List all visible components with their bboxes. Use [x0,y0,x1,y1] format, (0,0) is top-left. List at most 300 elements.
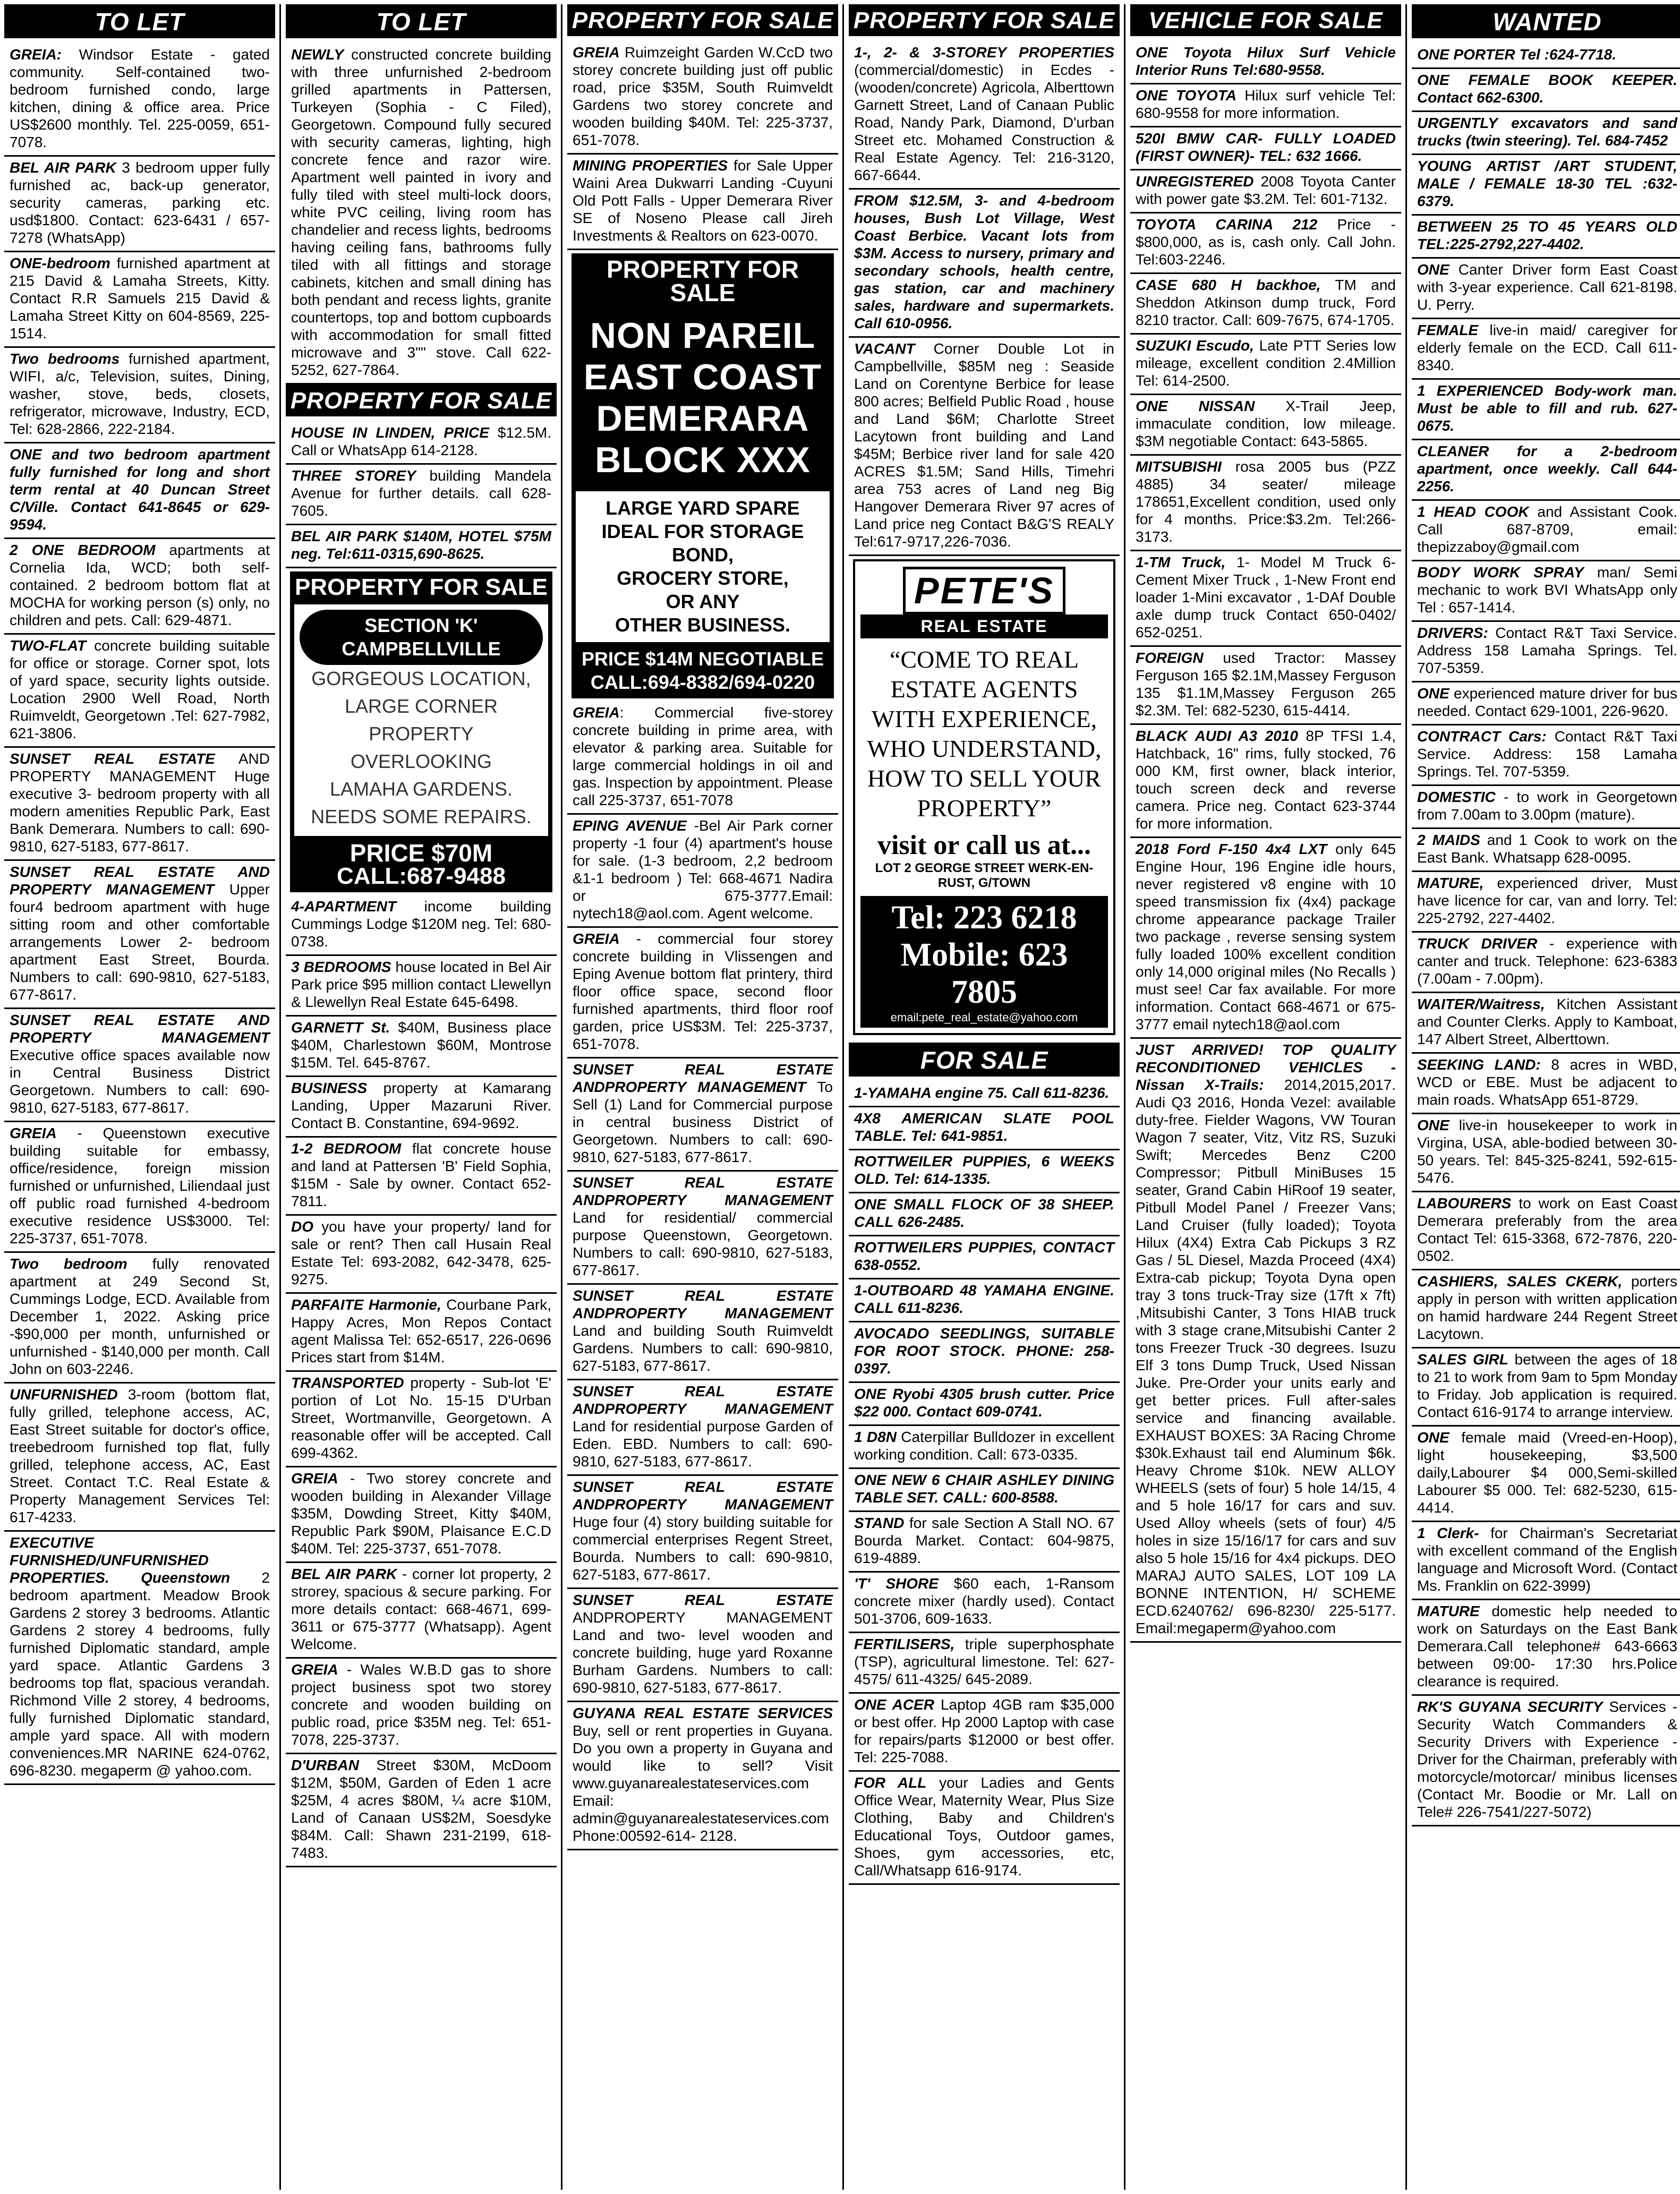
ad-lead: SUNSET REAL ESTATE ANDPROPERTY MANAGEMENT [573,1287,833,1321]
ad-text: man/ Semi mechanic to work BVI WhatsApp only Tel : 657-1414. [1417,564,1677,616]
display-ad-price: PRICE $14M NEGOTIABLE [581,648,824,670]
ad-text: Land and building South Ruimveldt Gardens. Numbers to call: 690-9810, 627-5183, 677-8617. [573,1322,833,1374]
classified-ad [849,338,1120,556]
classified-ad [567,1380,838,1476]
ad-text: - Queenstown executive building suitable for embassy, office/residence, foreign mission furnished or unfurnished, Liliendaal just off public road furnished 4-bedroom executive residence US$3000. Tel: 225-3737, 651-7078. [10,1125,270,1247]
classified-ad [1412,501,1680,561]
classified-ad [286,422,557,465]
display-ad-body [294,604,548,836]
classified-ad [1130,1039,1401,1643]
ad-lead: ONE PORTER Tel :624-7718. [1417,46,1617,63]
ad-text: flat concrete house and land at Pattersen 'B' Field Sophia, $15M - Sale by owner. Contact 652-7811. [291,1140,552,1209]
classified-ad [1412,1192,1680,1270]
ad-text: - Two storey concrete and wooden building in Alexander Village $35M, Dowding Street, Kitty $40M, Republic Park $90M, Plaisance E.C.D $40M. Tel: 225-3737, 651-7078. [291,1470,551,1557]
ad-lead: GREIA [10,1125,57,1141]
ad-text: fully renovated apartment at 249 Second St, Cummings Lodge, ECD. Available from December 1, 2022. Asking price -$90,000 per month, unfurnished or unfurnished - $140,000 per month. Call John on 603-2246. [10,1256,270,1377]
classified-ad [567,702,838,815]
classified-ad [1412,622,1680,682]
ad-lead: SALES GIRL [1417,1351,1508,1368]
display-ad-line: LARGE CORNER [344,695,498,717]
ad-lead: DO [291,1218,313,1235]
ad-text: experienced mature driver for bus needed. Contact 629-1001, 226-9620. [1417,685,1677,719]
section-header: PROPERTY FOR SALE [567,4,838,36]
ad-lead: UNREGISTERED [1136,173,1254,190]
display-ad-line: IDEAL FOR STORAGE [601,520,804,542]
classified-ad [567,41,838,155]
ad-lead: PARFAITE Harmonie, [291,1296,441,1313]
ad-text: constructed concrete building with three unfurnished 2-bedroom grilled apartments in Pattersen, Turkeyen (Sophia - C Filed), Georgetown. Compound fully secured with security cameras, lighting, high concrete fence and razor wire. Apartment well painted in ivory and fully tiled with steel multi-lock doors, white PVC ceiling, living room has chandelier and recess lights, bedrooms having ceiling fans, bathrooms fully tiled with all fittings and storage cabinets, kitchen and small dining has both pendant and recess lights, granite countertops, top and bottom cupboards with accommodation for small fitted microwave and 3"" stove. Call 622-5252, 627-7864. [291,46,551,378]
petes-visit: visit or call us at... [877,830,1091,860]
ad-lead: SUZUKI Escudo, [1136,337,1254,354]
ad-lead: FROM $12.5M, 3- and 4-bedroom houses, Bush Lot Village, West Coast Berbice. Vacant lots from $3M. Access to nursery, primary and secondary schools, health centre, gas station, car and machinery sales, hardware and supermarkets. Call 610-0956. [854,192,1114,331]
ad-text: property at Kamarang Landing, Upper Mazaruni River. Contact B. Constantine, 694-9692. [291,1080,551,1131]
ad-text: Upper four4 bedroom apartment with huge sitting room and other comfortable arrangements Lower 2- bedroom apartment East Street, Bourda. Numbers to call: 690-9810, 627-5183, 677-8617. [10,881,270,1003]
ad-lead: ONE FEMALE BOOK KEEPER. Contact 662-6300. [1417,72,1677,106]
ad-list [567,41,838,250]
display-ad-call: CALL:694-8382/694-0220 [590,671,815,693]
display-ad-call: CALL:687-9488 [337,863,506,889]
classified-ad [4,348,275,443]
classified-ad [286,1754,557,1867]
ad-text: (commercial/domestic) in Ecdes - (wooden/concrete) Agricola, Alberttown Garnett Street, Land of Canaan Public Road, Nandy Park, Diamond, D'urban Street etc. Mohamed Construction & Real Estate Agency. Tel: 216-3120, 667-6644. [854,62,1114,183]
ad-text: property - Sub-lot 'E' portion of Lot No. 15-15 D'Urban Street, Wortmanville, Georgetown. A reasonable offer will be accepted. Call 699-4362. [291,1375,551,1461]
ad-lead: ONE [1417,1117,1449,1133]
classified-ad [567,815,838,928]
classified-ad [567,155,838,250]
ad-text: - experience with canter and truck. Telephone: 623-6383 (7.00am - 7.00pm). [1417,935,1677,987]
ad-lead: VACANT [854,340,915,357]
classified-ad [1412,1600,1680,1696]
ad-lead: 1 HEAD COOK [1417,503,1529,520]
ad-lead: ROTTWEILERS PUPPIES, CONTACT 638-0552. [854,1239,1114,1273]
ad-lead: ROTTWEILER PUPPIES, 6 WEEKS OLD. Tel: 614-1335. [854,1153,1114,1187]
classified-ad [849,1426,1120,1469]
ad-lead: 1-TM Truck, [1136,554,1226,570]
ad-text: Land for residential purpose Garden of Eden. EBD. Numbers to call: 690-9810, 627-5183, 677-8617. [573,1418,833,1470]
petes-logo: PETE'S [903,567,1065,614]
ad-text: 3-room (bottom flat, fully grilled, telephone access, AC, East Street suitable for doctor's office, treebedroom furnished top flat, fully grilled, telephone access, AC, East Street. Contact T.C. Real Estate & Property Management Services Tel: 617-4233. [10,1386,270,1525]
ad-lead: THREE STOREY [291,467,416,484]
display-ad-title: PROPERTY FOR SALE [606,255,799,306]
classified-ad [4,635,275,748]
ad-lead: HOUSE IN LINDEN, PRICE [291,424,489,441]
classified-ad [286,1077,557,1138]
classified-ad [1412,1522,1680,1600]
ad-lead: BETWEEN 25 TO 45 YEARS OLD TEL:225-2792,227-4402. [1417,218,1677,252]
ad-text: Price - $800,000, as is, cash only. Call John. Tel:603-2246. [1136,216,1396,268]
column-divider [842,4,844,2190]
ad-text: porters apply in person with written application on hamid hardware 244 Regent Street Lacytown. [1417,1273,1677,1342]
ad-lead: GREIA [291,1661,338,1678]
display-ad-line: LAMAHA GARDENS. [329,778,513,800]
classified-ad [1412,1054,1680,1114]
ad-lead: CASHIERS, SALES CKERK, [1417,1273,1623,1290]
classified-ad [849,1150,1120,1193]
display-ad-body [576,491,830,642]
ad-text: Corner Double Lot in Campbellville, $85M neg : Seaside Land on Corentyne Berbice for lease 800 acres; Belfield Public Road , house and Land $6M; Charlotte Street Lacytown front building and Land $45M; Berbice river land for sale 420 ACRES $1.5M; Sand Hills, Timehri area 753 acres of Land neg Big Hangover Demerara River 97 acres of Land price neg Contact B&G'S REALY Tel:617-9717,226-7036. [854,340,1114,550]
ad-lead: FEMALE [1417,322,1479,338]
ad-text: Land for residential/ commercial purpose Queenstown, Georgetown. Numbers to call: 690-9810, 627-5183, 677-8617. [573,1209,833,1278]
classified-ad [286,956,557,1017]
ad-lead: BEL AIR PARK $140M, HOTEL $75M neg. Tel:611-0315,690-8625. [291,528,551,562]
ad-lead: ONE Ryobi 4305 brush cutter. Price $22 000. Contact 609-0741. [854,1386,1114,1420]
ad-list [4,44,275,1785]
ad-text: : Commercial five-storey concrete building in prime area, with elevator & parking area. Suitable for large commercial holdings in oil and gas. Inspection by appointment. Please call 225-3737, 651-7078 [573,704,833,808]
column-divider [1405,4,1407,2190]
ad-lead: 1-2 BEDROOM [291,1140,402,1157]
classified-ad [286,1372,557,1467]
display-ad-line: OR ANY [666,591,740,612]
ad-text: - corner lot property, 2 strorey, spacious & secure parking. For more details contact: 668-4671, 699-3611 or 675-3777 (Whatsapp). Agent Welcome. [291,1566,551,1652]
petes-mobile: Mobile: 623 7805 [900,937,1068,1010]
ad-text: used Tractor: Massey Ferguson 165 $2.1M,Massey Ferguson 135 $1.1M,Massey Ferguson 265 $2.3M. Tel: 682-5230, 615-4414. [1136,650,1396,719]
ad-text: you have your property/ land for sale or rent? Then call Husain Real Estate Tel: 693-2082, 642-3478, 625-9275. [291,1218,551,1287]
ad-text: $40M, Business place $40M, Charlestown $60M, Montrose $15M. Tel. 645-8767. [291,1019,551,1071]
classified-ad [4,1384,275,1532]
ad-lead: STAND [854,1515,905,1531]
ad-text: X-Trail Jeep, immaculate condition, low mileage. $3M negotiable Contact: 643-5865. [1136,398,1396,449]
ad-lead: GUYANA REAL ESTATE SERVICES [573,1705,833,1721]
section-header: PROPERTY FOR SALE [849,4,1120,36]
ad-text: Services -Security Watch Commanders & Security Drivers with Experience - Driver for the Chairman, preferably with motorcycle/motorcar/ minibus licenses (Contact Mr. Boodie or Mr. Lall on Tele# 226-7541/227-5072) [1417,1698,1677,1820]
section-header: WANTED [1412,4,1680,38]
ad-lead: 4X8 AMERICAN SLATE POOL TABLE. Tel: 641-9851. [854,1110,1114,1144]
classified-ad [1130,647,1401,725]
display-ad-headline [576,310,830,486]
ad-text: and 1 Cook to work on the East Bank. Whatsapp 628-0095. [1417,832,1677,866]
classified-ad [4,252,275,348]
ad-lead: Two bedrooms [10,351,120,367]
ad-text: your Ladies and Gents Office Wear, Maternity Wear, Plus Size Clothing, Baby and Children's Educational Toys, Outdoor games, Shoes, gym accessories, etc, Call/Whatsapp 616-9174. [854,1774,1114,1879]
classified-ad [1412,993,1680,1054]
ad-lead: SUNSET REAL ESTATE ANDPROPERTY MANAGEMENT [573,1479,833,1513]
display-ad-price: PRICE $70M [349,839,493,867]
classified-ad [1412,829,1680,872]
classified-ad [1412,725,1680,786]
ad-lead: BUSINESS [291,1080,368,1096]
ad-lead: GARNETT St. [291,1019,390,1036]
ad-lead: MATURE [1417,1603,1480,1619]
ad-text: Executive office spaces available now in Central Business District Georgetown. Numbers to call: 690-9810, 627-5183, 677-8617. [10,1047,270,1116]
classified-ad [286,1216,557,1294]
classified-ad [1412,440,1680,501]
ad-lead: ONE SMALL FLOCK OF 38 SHEEP. CALL 626-2485. [854,1196,1114,1230]
classified-ad [4,443,275,539]
classified-ad [1130,170,1401,214]
ad-lead: BODY WORK SPRAY [1417,564,1584,580]
ad-text: Contact R&T Taxi Service. Address 158 Lamaha Springs. Tel. 707-5359. [1417,625,1677,676]
classified-ad [567,1476,838,1589]
classified-ad [1412,216,1680,259]
classified-ad [286,525,557,568]
display-ad-line: GORGEOUS LOCATION, [311,668,531,689]
ad-lead: GREIA [573,930,620,947]
ad-lead: ONE ACER [854,1696,934,1713]
ad-lead: 2 MAIDS [1417,832,1480,848]
display-ad-line: NON PAREIL [590,315,816,356]
classified-ad [1412,1270,1680,1348]
ad-text: concrete building suitable for office or storage. Corner spot, lots of yard space, security lights outside. Location 2900 Well Road, North Ruimveldt, Georgetown .Tel: 627-7982, 621-3806. [10,637,270,741]
ad-lead: 1 D8N [854,1429,897,1445]
classified-ad [1412,933,1680,993]
ad-text: house located in Bel Air Park price $95 million contact Llewellyn & Llewellyn Real Estate 645-6498. [291,959,552,1010]
ad-lead: D'URBAN [291,1757,359,1773]
classified-ad [286,1467,557,1563]
section-header: VEHICLE FOR SALE [1130,4,1401,36]
classified-ad [286,465,557,525]
classified-ad [1412,112,1680,155]
ad-lead: 1-YAMAHA engine 75. Call 611-8236. [854,1085,1110,1101]
classified-ad [4,1009,275,1122]
ad-lead: 1-OUTBOARD 48 YAMAHA ENGINE. CALL 611-8236. [854,1282,1114,1316]
column-divider [279,4,281,2190]
classified-ad [567,1702,838,1850]
ad-lead: ONE [1417,261,1449,278]
ad-lead: BEL AIR PARK [291,1566,397,1582]
ad-text: - to work in Georgetown from 7.00am to 3.00pm (mature). [1417,789,1677,823]
ad-lead: SUNSET REAL ESTATE [573,1592,833,1608]
ad-text: Laptop 4GB ram $35,000 or best offer. Hp 2000 Laptop with case for repairs/parts $12000 or best offer. Tel: 225-7088. [854,1696,1114,1765]
display-ad-line: NEEDS SOME REPAIRS. [311,806,532,827]
section-header: TO LET [4,4,275,38]
ad-lead: FOR ALL [854,1774,927,1791]
ad-lead: 520I BMW CAR- FULLY LOADED (FIRST OWNER)- TEL: 632 1666. [1136,130,1396,164]
classified-ad [286,44,557,385]
ad-lead: ONE TOYOTA [1136,87,1236,104]
ad-lead: AVOCADO SEEDLINGS, SUITABLE FOR ROOT STOCK. PHONE: 258-0397. [854,1325,1114,1377]
ad-lead: FOREIGN [1136,650,1204,666]
classified-ad [286,1138,557,1216]
column-divider [1124,4,1125,2190]
ad-text: between the ages of 18 to 21 to work from 9am to 5pm Monday to Friday. Job application is required. Contact 616-9174 to arrange interview. [1417,1351,1678,1420]
ad-text: apartments at Cornelia Ida, WCD; both self-contained. 2 bedroom bottom flat at MOCHA for working person (s) only, no children and pets. Call: 629-4871. [10,542,270,628]
ad-lead: SUNSET REAL ESTATE ANDPROPERTY MANAGEMENT [573,1061,833,1095]
classified-ad [849,1633,1120,1694]
ad-lead: URGENTLY excavators and sand trucks (twin steering). Tel. 684-7452 [1417,115,1677,149]
ad-text: ANDPROPERTY MANAGEMENT Land and two- level wooden and concrete building, huge yard Roxanne Burham Gardens. Numbers to call: 690-9810, 627-5183, 677-8617. [573,1609,833,1696]
ad-text: Kitchen Assistant and Counter Clerks. Apply to Kamboat, 147 Albert Street, Alberttown. [1417,996,1677,1047]
ad-lead: ONE [1417,1429,1449,1446]
section-header-property-for-sale: PROPERTY FOR SALE [286,385,557,416]
classified-ad [1130,395,1401,456]
ad-lead: MINING PROPERTIES [573,157,728,174]
ad-list [849,41,1120,556]
ad-lead: ONE and two bedroom apartment fully furnished for long and short term rental at 40 Duncan Street C/Ville. Contact 641-8645 or 629-9594. [10,446,270,533]
ad-lead: GREIA [573,44,620,61]
classified-ad [567,1172,838,1285]
ad-text: Huge four (4) story building suitable for commercial enterprises Regent Street, Bourda. Numbers to call: 690-9810, 627-5183, 677-8617. [573,1514,833,1583]
ad-text: 2014,2015,2017. Audi Q3 2016, Honda Vezel: available duty-free. Fielder Wagons, VW Touran Wagon 7 seater, Vitz, Vitz RS, Suzuki Swift; Mercedes Benz C200 Compressor; Pitbull MiniBuses 15 seater, Grand Cabin HiRoof 19 seater, Pitbull Model Panel / Freezer Vans; Land Cruiser (fully loaded); Toyota Hilux (4X4) Extra Cab Pickups 3 RZ Gas / 5L Diesel, Mazda Proceed (4X4) Extra-cab pickup; Toyota Dyna open tray 3 tons truck-Tray size (17ft x 7ft) ,Mitsubishi Canter, 3 Tons HIAB truck with 3 stage crane,Mitsubishi Canter 2 tons Freezer Truck -30 degrees. Isuzu Elf 3 tons Dump Truck, Used Nissan Juke. Pre-Order your units early and get better prices. Full after-sales service and financing available. EXHAUST BOXES: 3A Racing Chrome $30k.Exhaust tail end Aluminum $6k. Heavy Chrome $10k. NEW ALLOY WHEELS (sets of four) 5 hole 14/15, 4 and 5 hole 16/17 for cars and suv. Used Alloy wheels (sets of four) 4/5 holes in size 15/16/17 for cars and suv also 5 hole 15/16 for 4x4 pickups. DEO MARAJ AUTO SALES, LOT 109 LA BONNE INTENTION, H/ SCHEME ECD.6240762/ 696-8230/ 225-5177. Email:megaperm@yahoo.com [1136,1077,1396,1636]
classified-ad [849,1322,1120,1383]
classified-ad [1130,725,1401,838]
classified-ad [849,1469,1120,1512]
ad-text: income building Cummings Lodge $120M neg. Tel: 680-0738. [291,898,551,950]
classified-ad [286,1659,557,1754]
column-property-for-sale-2 [849,4,1120,2190]
petes-quote: “COME TO REAL ESTATE AGENTS WITH EXPERIENCE, WHO UNDERSTAND, HOW TO SELL YOUR PROPERTY” [867,646,1102,822]
classified-ad [849,1107,1120,1150]
classified-ad [1130,335,1401,395]
ad-lead: UNFURNISHED [10,1386,118,1403]
ad-lead: DRIVERS: [1417,625,1488,641]
ad-text: - commercial four storey concrete building in Vlissengen and Eping Avenue bottom flat printery, third floor office space, second floor furnished apartments, third floor roof garden, price US$3M. Tel: 225-3737, 651-7078. [573,930,833,1052]
classified-ad [1412,561,1680,622]
ad-lead: TRANSPORTED [291,1375,404,1391]
classified-ad [849,41,1120,190]
ad-text: and Assistant Cook. Call 687-8709, email: thepizzaboy@gmail.com [1417,503,1677,555]
classified-ad [4,1532,275,1785]
display-ad-line: OTHER BUSINESS. [615,614,791,636]
display-ad-line: BLOCK XXX [595,440,811,480]
classified-ad [1412,1348,1680,1427]
classified-ad [1412,1427,1680,1522]
ad-text: furnished apartment at 215 David & Lamaha Streets, Kitty. Contact R.R Samuels 215 David & Lamaha Street Kitty on 604-8569, 225-1514. [10,255,270,342]
display-ad-line: GROCERY STORE, [617,567,789,589]
ad-text: Contact R&T Taxi Service. Address: 158 Lamaha Springs. Tel. 707-5359. [1417,728,1677,780]
campbellville-display-ad [290,571,552,892]
classified-ad [849,1082,1120,1107]
display-ad-lines [300,665,543,831]
ad-text: experienced driver, Must have licence for car, van and lorry. Tel: 225-2792, 227-4402. [1417,875,1677,926]
petes-logo-bar: REAL ESTATE [860,614,1108,638]
display-ad-line: LARGE YARD SPARE [606,497,800,519]
ad-text: Ruimzeight Garden W.CcD two storey concrete building just off public road, price $35M, South Ruimveldt Gardens two storey concrete and wooden building $40M. Tel: 225-3737, 651-7078. [573,44,833,148]
section-header: TO LET [286,4,557,38]
non-pareil-display-ad [572,253,834,698]
ad-lead: ONE-bedroom [10,255,110,271]
ad-text: 2 bedroom apartment. Meadow Brook Gardens 2 storey 3 bedrooms. Atlantic Gardens 2 storey 4 bedrooms, fully furnished Diplomatic standard, ample yard space. Atlantic Gardens 3 bedrooms top flat, spacious verandah. Richmond Ville 2 storey, 4 bedrooms, fully furnished Diplomatic standard, ample yard space. All with modern conveniences.MR NARINE 624-0762, 696-8230. megaperm @ yahoo.com. [10,1569,270,1779]
ad-lead: DOMESTIC [1417,789,1496,805]
petes-real-estate-ad [853,559,1115,1035]
ad-lead: 3 BEDROOMS [291,959,391,975]
ad-lead: TWO-FLAT [10,637,87,654]
petes-address: LOT 2 GEORGE STREET WERK-EN-RUST, G/TOWN [875,861,1094,890]
ad-text: building Mandela Avenue for further details. call 628-7605. [291,467,551,519]
ad-text: only 645 Engine Hour, 196 Engine idle hours, never registered v8 engine with 10 speed transmission fix (4x4) package chrome appearance package Trailer two package , reverse sensing system fully loaded 100% excellent condition only 14,000 original miles (No Recalls ) must see! Car fax available. For more information. Contact 668-4671 or 675-3777 email nytech18@aol.com [1136,841,1396,1032]
ad-lead: GREIA: [10,46,62,63]
classified-ad [1130,127,1401,170]
ad-list [286,895,557,1867]
ad-lead: TOYOTA CARINA 212 [1136,216,1318,233]
ad-lead: 1 Clerk- [1417,1525,1479,1541]
ad-text: rosa 2005 bus (PZZ 4885) 34 seater/ mileage 178651,Excellent condition, used only for 4 months. Price:$3.2m. Tel:266-3173. [1136,458,1396,545]
ad-text: TM and Sheddon Atkinson dump truck, Ford 8210 tractor. Call: 609-7675, 674-1705. [1136,277,1396,328]
ad-lead: ONE Toyota Hilux Surf Vehicle Interior Runs Tel:680-9558. [1136,44,1396,78]
classified-ad [1130,551,1401,647]
ad-text: Courbane Park, Happy Acres, Mon Repos Contact agent Malissa Tel: 652-6517, 226-0696 Prices start from $14M. [291,1296,551,1365]
ad-lead: 4-APARTMENT [291,898,397,915]
display-ad-line: DEMERARA [596,398,809,439]
ad-list [1130,41,1401,1643]
classified-ad [286,1294,557,1372]
column-wanted [1412,4,1680,2190]
ad-lead: ONE NEW 6 CHAIR ASHLEY DINING TABLE SET. CALL: 600-8588. [854,1472,1114,1506]
ad-text: Late PTT Series low mileage, excellent condition 2.4Million Tel: 614-2500. [1136,337,1396,389]
ad-text: -Bel Air Park corner property -1 four (4) apartment's house for sale. (1-3 bedroom, 2,2 bedroom &1-1 bedroom ) Tel: 668-4671 Nadira or 675-3777.Email: nytech18@aol.com. Agent welcome. [573,817,833,921]
display-ad-title: PROPERTY FOR SALE [295,574,548,600]
classified-ad [286,1017,557,1077]
ad-lead: ONE NISSAN [1136,398,1255,414]
classified-ad [1412,155,1680,216]
ad-text: Street $30M, McDoom $12M, $50M, Garden of Eden 1 acre $25M, 4 acres $80M, ¼ acre $10M, Land of Canaan US$2M, Soesdyke $84M. Call: Shawn 231-2199, 618-7483. [291,1757,551,1861]
classified-ad [4,1253,275,1384]
ad-list [567,702,838,1850]
ad-text: Hilux surf vehicle Tel: 680-9558 for more information. [1136,87,1396,121]
ad-lead: 'T' SHORE [854,1575,939,1592]
ad-lead: 2018 Ford F-150 4x4 LXT [1136,841,1327,857]
ad-text: domestic help needed to work on Saturdays on the East Bank Demerara.Call telephone# 643-6663 between 09:00- 17:30 hrs.Police clearance is required. [1417,1603,1677,1689]
classified-ad [286,895,557,956]
classified-ad [849,1236,1120,1279]
classified-ad [567,928,838,1058]
classified-ad [849,1193,1120,1236]
ad-lead: 1-, 2- & 3-STOREY PROPERTIES [854,44,1114,61]
classified-ad [1412,44,1680,69]
classified-ad [4,157,275,252]
classified-ad [849,1512,1120,1573]
column-divider [561,4,562,2190]
ad-text: 8 acres in WBD, WCD or EBE. Must be adjacent to main roads. WhatsApp 651-8729. [1417,1056,1677,1108]
classified-ad [1412,380,1680,440]
ad-text: 2008 Toyota Canter with power gate $3.2M. Tel: 601-7132. [1136,173,1396,207]
ad-text: $12.5M. Call or WhatsApp 614-2128. [291,424,551,458]
ad-lead: SUNSET REAL ESTATE ANDPROPERTY MANAGEMENT [573,1383,833,1417]
ad-lead: SUNSET REAL ESTATE AND PROPERTY MANAGEMENT [10,1012,270,1046]
ad-list [849,1082,1120,1885]
classified-ad [849,1772,1120,1885]
ad-lead: YOUNG ARTIST /ART STUDENT, MALE / FEMALE 18-30 TEL :632-6379. [1417,158,1677,209]
ad-text: To Sell (1) Land for Commercial purpose in central business District of Georgetown. Numbers to call: 690-9810, 627-5183, 677-8617. [573,1079,833,1165]
classified-ad [4,539,275,635]
ad-lead: TRUCK DRIVER [1417,935,1538,952]
ad-lead: LABOURERS [1417,1195,1512,1211]
ad-text: Windsor Estate - gated community. Self-contained two-bedroom furnished condo, large kitchen, dining & office area. Price US$2600 monthly. Tel. 225-0059, 651-7078. [10,46,270,150]
ad-lead: FERTILISERS, [854,1636,955,1652]
section-header-for-sale: FOR SALE [849,1043,1120,1077]
ad-lead: CONTRACT Cars: [1417,728,1547,745]
ad-lead: RK'S GUYANA SECURITY [1417,1698,1603,1715]
ad-lead: NEWLY [291,46,344,63]
classified-ad [4,44,275,157]
classifieds-page [4,4,1676,2190]
column-to-let-2 [286,4,557,2190]
petes-tel: Tel: 223 6218 [891,900,1077,936]
classified-ad [849,1573,1120,1633]
ad-list [1412,44,1680,1826]
ad-lead: JUST ARRIVED! TOP QUALITY RECONDITIONED VEHICLES - Nissan X-Trails: [1136,1041,1396,1093]
ad-text: 8P TFSI 1.4, Hatchback, 16" rims, fully stocked, 76 000 KM, first owner, black interior, touch screen deck and reverse camera. Price neg. Contact 623-3744 for more information. [1136,728,1396,832]
classified-ad [1130,456,1401,551]
ad-text: AND PROPERTY MANAGEMENT Huge executive 3- bedroom property with all modern amenities Republic Park, East Bank Demerara. Numbers to call: 690-9810, 627-5183, 677-8617. [10,750,270,855]
classified-ad [4,861,275,1009]
column-vehicle-for-sale [1130,4,1401,2190]
ad-text: live-in maid/ caregiver for elderly female on the ECD. Call 611-8340. [1417,322,1677,373]
classified-ad [849,1279,1120,1322]
ad-lead: Two bedroom [10,1256,127,1272]
ad-lead: SUNSET REAL ESTATE [10,750,215,767]
column-property-for-sale-1 [567,4,838,2190]
ad-text: Canter Driver form East Coast with 3-year experience. Call 621-8198. U. Perry. [1417,261,1677,313]
ad-text: Caterpillar Bulldozer in excellent working condition. Call: 673-0335. [854,1429,1115,1463]
ad-lead: SEEKING LAND: [1417,1056,1541,1073]
ad-list [286,44,557,385]
classified-ad [4,748,275,861]
classified-ad [1130,838,1401,1039]
ad-lead: SUNSET REAL ESTATE AND PROPERTY MANAGEMENT [10,864,270,898]
classified-ad [567,1589,838,1702]
ad-lead: BEL AIR PARK [10,159,116,176]
petes-contact-strip [860,896,1108,1028]
